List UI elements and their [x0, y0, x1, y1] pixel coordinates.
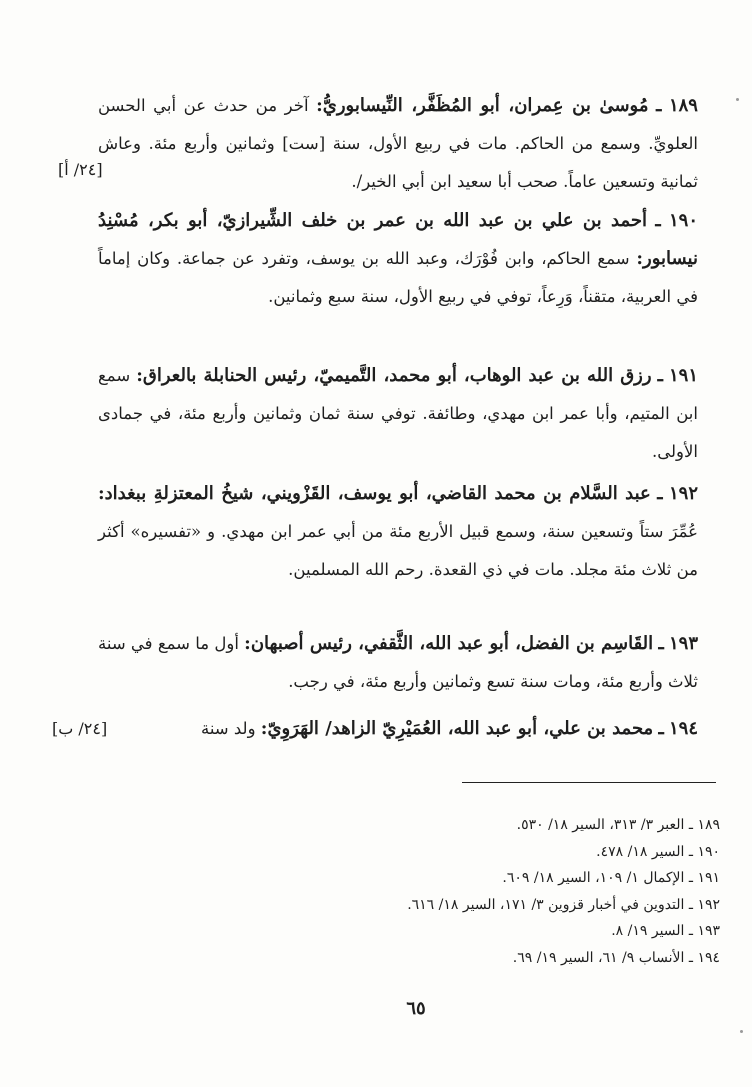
entry-separator: ـ: [657, 483, 663, 504]
entry-number: ١٨٩: [668, 95, 698, 116]
page-number: ٦٥: [406, 998, 426, 1019]
manuscript-folio-marker: [٢٤/ أ]: [58, 160, 103, 179]
footnote: ١٩٣ ـ السير ١٩/ ٨.: [611, 923, 720, 939]
entry-number: ١٩١: [669, 365, 699, 386]
entry-separator: ـ: [655, 210, 661, 231]
biography-entry-193: [98, 625, 698, 701]
footnotes-list: [250, 812, 720, 971]
entry-name: عبد السَّلام بن محمد القاضي، أبو يوسف، القَزْويني، شيخُ المعتزلةِ ببغداد:: [98, 483, 651, 504]
footnote: ١٨٩ ـ العبر ٣/ ٣١٣، السير ١٨/ ٥٣٠.: [516, 817, 720, 833]
scan-speck: [736, 98, 739, 101]
entry-name: مُوسىٰ بن عِمران، أبو المُظَفَّر، النِّيسابوريُّ:: [316, 95, 649, 116]
entry-name: محمد بن علي، أبو عبد الله، العُمَيْرِيّ الزاهد/ الهَرَوِيّ:: [260, 718, 654, 739]
entry-name: القَاسِم بن الفضل، أبو عبد الله، الثَّقفي، رئيس أصبهان:: [244, 633, 654, 654]
footnote: ١٩٢ ـ التدوين في أخبار قزوين ٣/ ١٧١، السير ١٨/ ٦١٦.: [407, 896, 720, 913]
entry-number: ١٩٤: [668, 718, 698, 739]
entry-separator: ـ: [658, 633, 664, 654]
entry-separator: ـ: [657, 365, 663, 386]
entry-text: عُمِّرَ ستاً وتسعين سنة، وسمع قبيل الأربع مئة من أبي عمر ابن مهدي. و «تفسيره» أكثر من ثلاث مئة مجلد. مات في ذي القعدة. رحم الله المسلمين.: [98, 522, 698, 579]
manuscript-folio-marker: [٢٤/ ب]: [52, 719, 108, 738]
entry-text: ولد سنة: [200, 719, 256, 738]
entry-number: ١٩٣: [668, 633, 698, 654]
biography-entry-190: [98, 202, 698, 316]
entry-number: ١٩٢: [668, 483, 698, 504]
entry-separator: ـ: [658, 718, 664, 739]
entry-text: سمع الحاكم، وابن فُوْرَك، وعبد الله بن يوسف، وتفرد عن جماعة. وكان إماماً في العربية، متقناً، وَرِعاً، توفي في ربيع الأول، سنة سبع وثمانين.: [98, 249, 698, 306]
entry-name: رزق الله بن عبد الوهاب، أبو محمد، التَّميميّ، رئيس الحنابلة بالعراق:: [136, 365, 652, 386]
footnote: ١٩٤ ـ الأنساب ٩/ ٦١، السير ١٩/ ٦٩.: [512, 949, 720, 966]
footnote: ١٩١ ـ الإكمال ١/ ١٠٩، السير ١٨/ ٦٠٩.: [502, 870, 720, 886]
entry-name: أحمد بن علي بن عبد الله بن عمر بن خلف الشِّيرازيّ، أبو بكر، مُسْنِدُ نيسابور:: [98, 210, 698, 269]
footnote-divider: [462, 782, 716, 783]
biography-entry-189: [98, 87, 698, 201]
biography-entry-191: [98, 357, 698, 471]
entry-text: أول ما سمع في سنة ثلاث وأربع مئة، ومات سنة تسع وثمانين وأربع مئة، في رجب.: [98, 634, 698, 691]
biography-entry-192: [98, 475, 698, 589]
entry-number: ١٩٠: [668, 210, 698, 231]
biography-entry-194: [98, 710, 698, 748]
entry-separator: ـ: [656, 95, 662, 116]
footnote: ١٩٠ ـ السير ١٨/ ٤٧٨.: [596, 843, 720, 860]
entry-text: آخر من حدث عن أبي الحسن العلويِّ. وسمع من الحاكم. مات في ربيع الأول، سنة [ست] وثمانين وأربع مئة. وعاش ثمانية وتسعين عاماً. صحب أبا سعيد ابن أبي الخير/.: [98, 96, 698, 191]
scan-speck: [740, 1030, 743, 1033]
entry-text: سمع ابن المتيم، وأبا عمر ابن مهدي، وطائفة. توفي سنة ثمان وثمانين وأربع مئة، في جمادى الأولى.: [98, 366, 698, 461]
